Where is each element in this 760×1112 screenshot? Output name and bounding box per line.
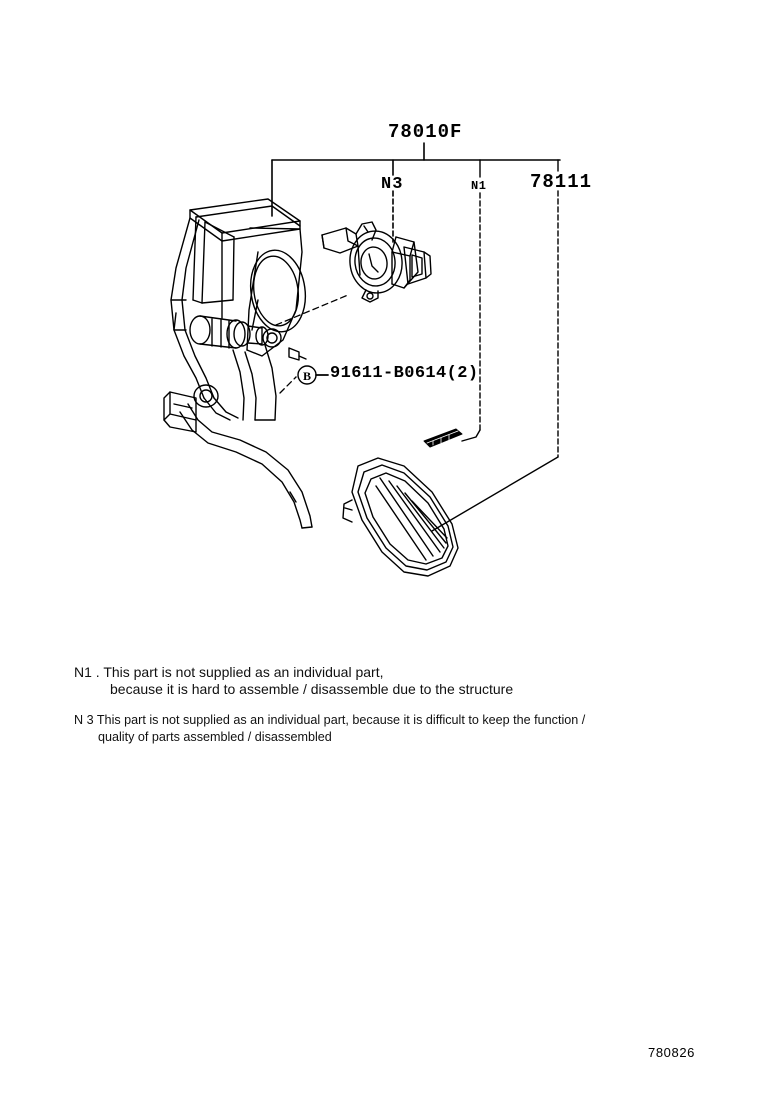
accelerator-pedal-position-sensor [322,222,431,302]
callout-label-n1: N1 [471,179,487,193]
bracket-pivot-housing [246,228,311,360]
footnote-n3 [74,712,704,746]
bolt-symbol-letter: B [302,369,312,383]
sensor-leader-line [276,295,348,325]
pivot-shaft-assembly [190,316,268,348]
callout-bracket-lines [272,143,560,531]
bracket-top-flange [190,199,300,241]
callout-label-78111: 78111 [530,171,593,193]
footnote-n3-line1: N 3 This part is not supplied as an individual part, because it is difficult to keep the function / [74,713,586,727]
bolt-leader-line [280,377,296,393]
pedal-bracket-assembly [164,199,312,528]
accelerator-pedal-pad [343,458,458,576]
footnote-n3-line2: quality of parts assembled / disassembled [98,730,332,744]
callout-label-78010F: 78010F [388,121,463,143]
accelerator-pedal-clip [424,429,462,447]
page-code: 780826 [648,1045,695,1060]
footnote-n1-line1: N1 . This part is not supplied as an individual part, [74,664,384,680]
footnote-n1-line2: because it is hard to assemble / disassemble due to the structure [110,681,514,697]
pedal-arm [180,404,312,528]
pedal-arm-root [194,345,276,420]
footnotes [74,664,704,760]
callout-label-n3: N3 [381,175,404,194]
bolt-part-number-label: 91611-B0614(2) [330,364,479,383]
bracket-left-arms [171,218,214,398]
footnote-n1 [74,664,704,698]
